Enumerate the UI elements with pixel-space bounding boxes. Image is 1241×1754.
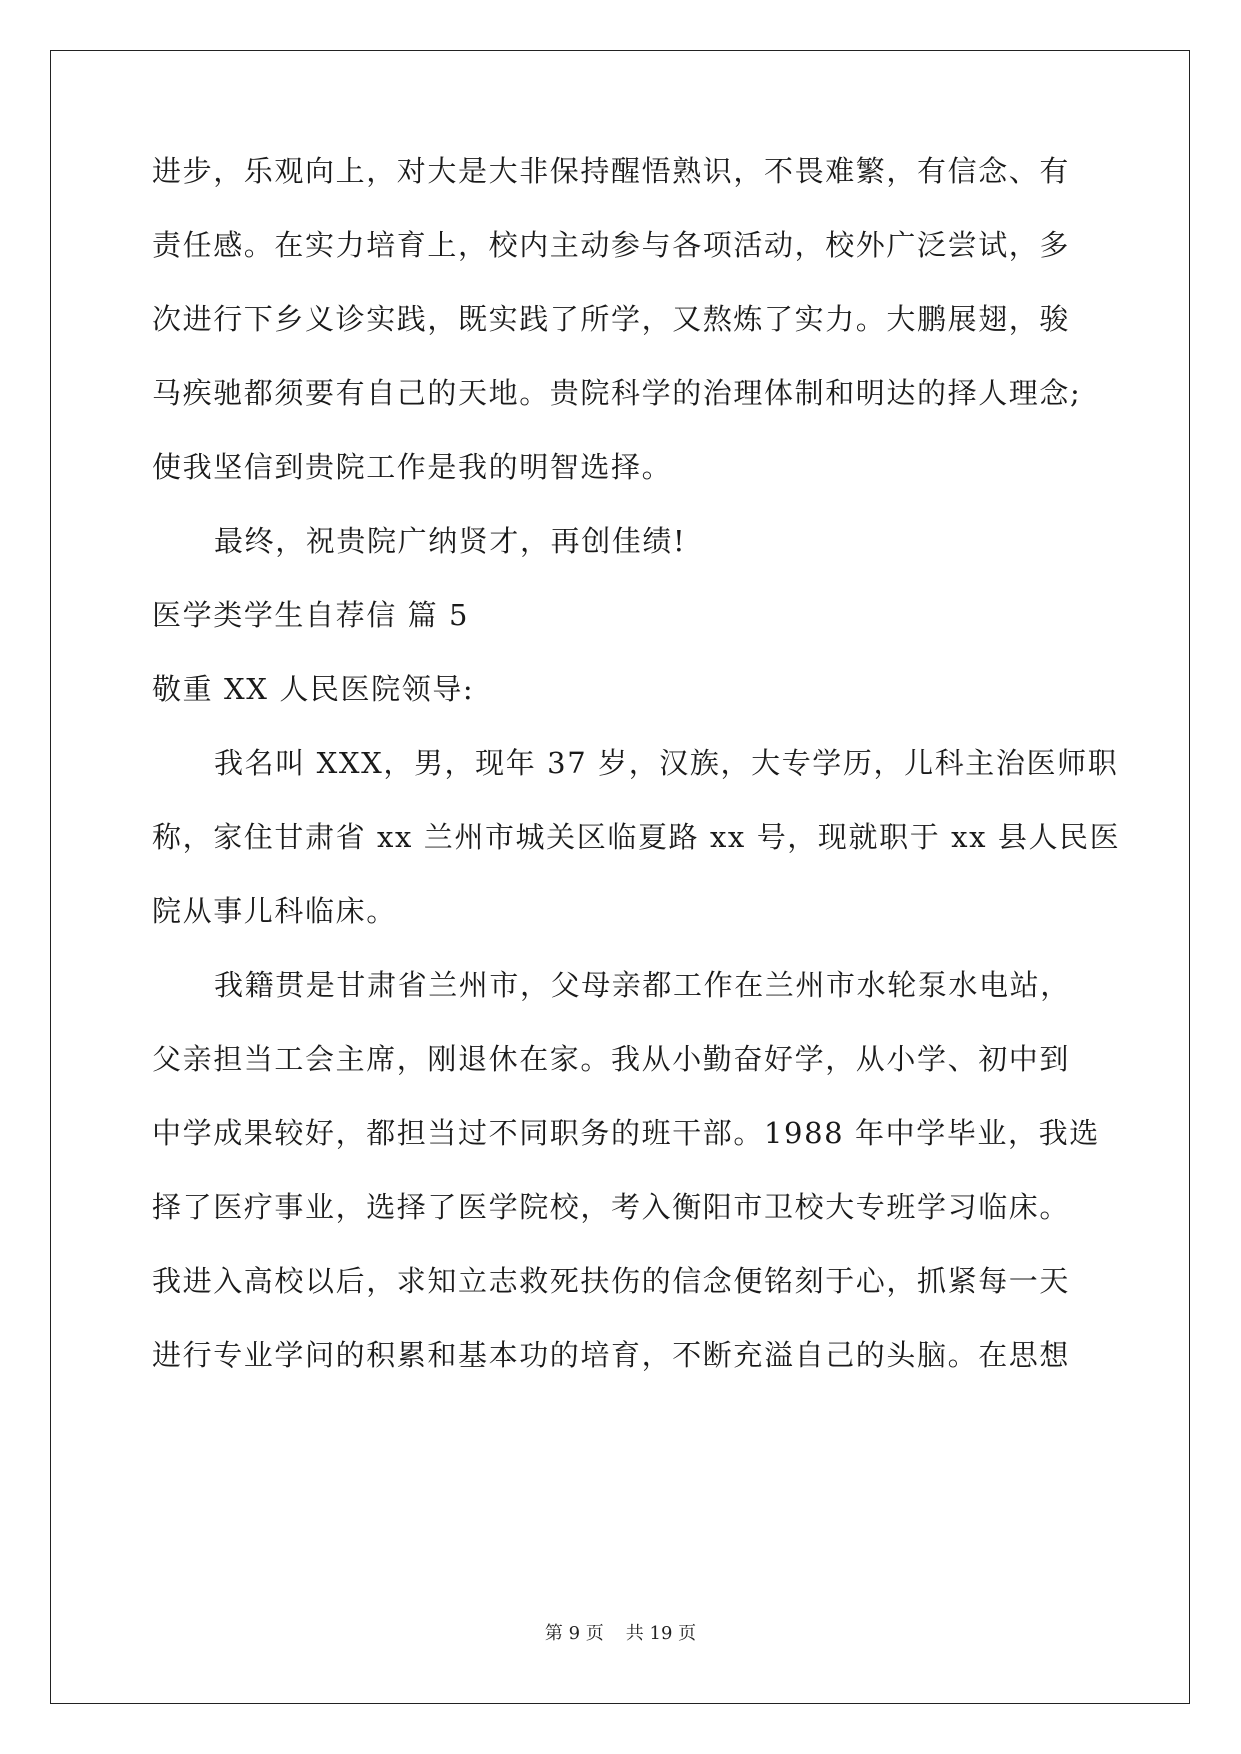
- page-total: 共 19 页: [625, 1623, 697, 1644]
- text-line: 使我坚信到贵院工作是我的明智选择。: [152, 450, 673, 484]
- text-line: 我籍贯是甘肃省兰州市，父母亲都工作在兰州市水轮泵水电站，: [214, 968, 1071, 1002]
- text-line: 马疾驰都须要有自己的天地。贵院科学的治理体制和明达的择人理念;: [152, 376, 1082, 410]
- text-line: 我进入高校以后，求知立志救死扶伤的信念便铭刻于心，抓紧每一天: [152, 1264, 1071, 1298]
- text-line: 进步，乐观向上，对大是大非保持醒悟熟识，不畏难繁，有信念、有: [152, 154, 1071, 188]
- salutation: 敬重 XX 人民医院领导:: [152, 672, 475, 706]
- page-footer: [0, 1622, 1241, 1646]
- text-line: 称，家住甘肃省 xx 兰州市城关区临夏路 xx 号，现就职于 xx 县人民医: [152, 820, 1121, 854]
- text-line: 次进行下乡义诊实践，既实践了所学，又熬炼了实力。大鹏展翅，骏: [152, 302, 1071, 336]
- page-number: 第 9 页: [544, 1623, 604, 1644]
- text-line: 我名叫 XXX，男，现年 37 岁，汉族，大专学历，儿科主治医师职: [214, 746, 1119, 780]
- text-line: 责任感。在实力培育上，校内主动参与各项活动，校外广泛尝试，多: [152, 228, 1071, 262]
- text-line: 择了医疗事业，选择了医学院校，考入衡阳市卫校大专班学习临床。: [152, 1190, 1071, 1224]
- text-line: 进行专业学问的积累和基本功的培育，不断充溢自己的头脑。在思想: [152, 1338, 1071, 1372]
- text-line: 中学成果较好，都担当过不同职务的班干部。1988 年中学毕业，我选: [152, 1116, 1100, 1150]
- text-line: 父亲担当工会主席，刚退休在家。我从小勤奋好学，从小学、初中到: [152, 1042, 1071, 1076]
- closing-line: 最终，祝贵院广纳贤才，再创佳绩!: [214, 524, 687, 558]
- section-heading: 医学类学生自荐信 篇 5: [152, 598, 470, 632]
- text-line: 院从事儿科临床。: [152, 894, 397, 928]
